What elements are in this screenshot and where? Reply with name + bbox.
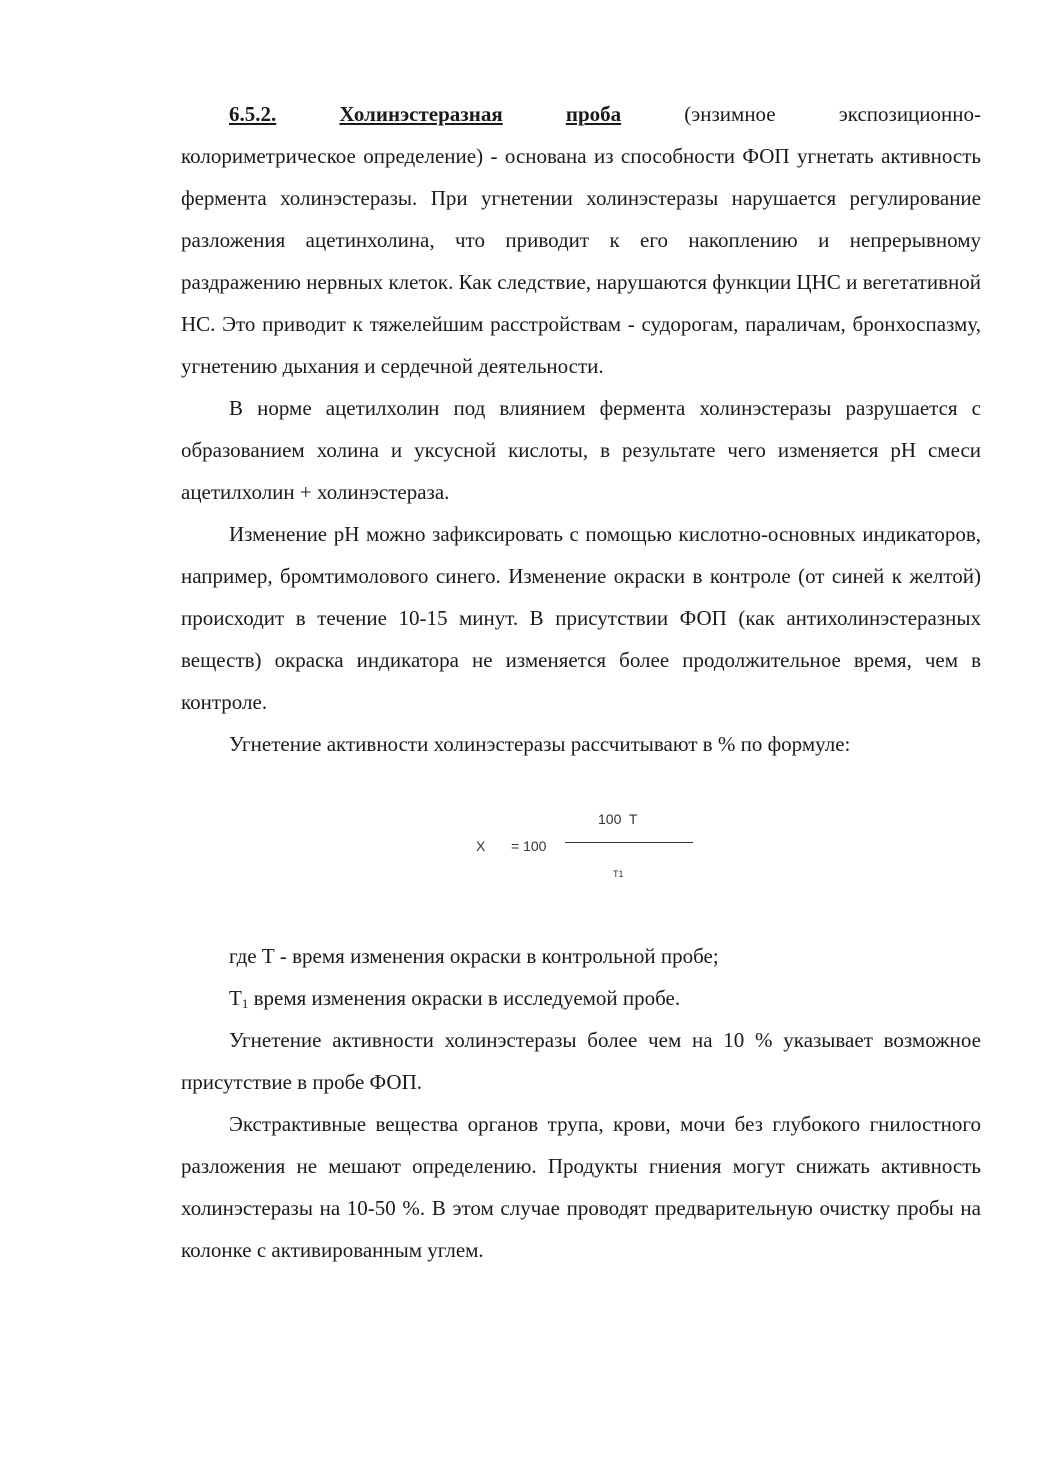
variable-t1-symbol: Т — [229, 986, 242, 1010]
formula-fraction-bar — [565, 842, 693, 843]
section-number: 6.5.2. — [229, 102, 277, 126]
paragraph-interference: Экстрактивные вещества органов трупа, крови, мочи без глубокого гнилостного разложения не мешают определению. Продукты гниения могут снижать активность холинэстеразы на 10-50 %. В этом случае проводят предварительную очистку пробы на колонке с активированным углем. — [181, 1112, 981, 1262]
paragraph-ph-indicator: Изменение pH можно зафиксировать с помощью кислотно-основных индикаторов, например, бромтимолового синего. Изменение окраски в контроле (от синей к желтой) происходит в течение 10-15 минут. В присутствии ФОП (как антихолинэстеразных веществ) окраска индикатора не изменяется более продолжительное время, чем в контроле. — [181, 522, 981, 714]
formula-numerator: 100 T — [598, 811, 638, 827]
inhibition-formula — [181, 765, 981, 935]
paragraph-normal-reaction: В норме ацетилхолин под влиянием фермента холинэстеразы разрушается с образованием холина и уксусной кислоты, в результате чего изменяется pH смеси ацетилхолин + холинэстераза. — [181, 396, 981, 504]
variable-t1-subscript: 1 — [241, 996, 249, 1011]
paragraph-threshold: Угнетение активности холинэстеразы более чем на 10 % указывает возможное присутствие в пробе ФОП. — [181, 1028, 981, 1094]
heading-parenthetical-1: (энзимное — [684, 102, 776, 126]
heading-parenthetical-2: экспозиционно- — [838, 102, 981, 126]
section-heading-line — [229, 93, 981, 135]
section-title-word-1: Холинэстеразная — [339, 102, 503, 126]
paragraph-variable-t1 — [181, 977, 981, 1019]
paragraph-method-description: колориметрическое определение) - основана из способности ФОП угнетать активность фермента холинэстеразы. При угнетении холинэстеразы нарушается регулирование разложения ацетинхолина, что приводит к его накоплению и непрерывному раздражению нервных клеток. Как следствие, нарушаются функции ЦНС и вегетативной НС. Это приводит к тяжелейшим расстройствам - судорогам, параличам, бронхоспазму, угнетению дыхания и сердечной деятельности. — [181, 144, 981, 378]
document-page — [181, 93, 981, 1271]
formula-lhs: X — [476, 838, 486, 854]
formula-denominator: T1 — [613, 869, 624, 879]
variable-t1-description: время изменения окраски в исследуемой пробе. — [248, 986, 681, 1010]
formula-equals: = 100 — [511, 838, 547, 854]
section-title-word-2: проба — [565, 102, 622, 126]
paragraph-variable-t: где Т - время изменения окраски в контрольной пробе; — [229, 944, 719, 968]
paragraph-formula-intro: Угнетение активности холинэстеразы рассчитывают в % по формуле: — [229, 732, 851, 756]
